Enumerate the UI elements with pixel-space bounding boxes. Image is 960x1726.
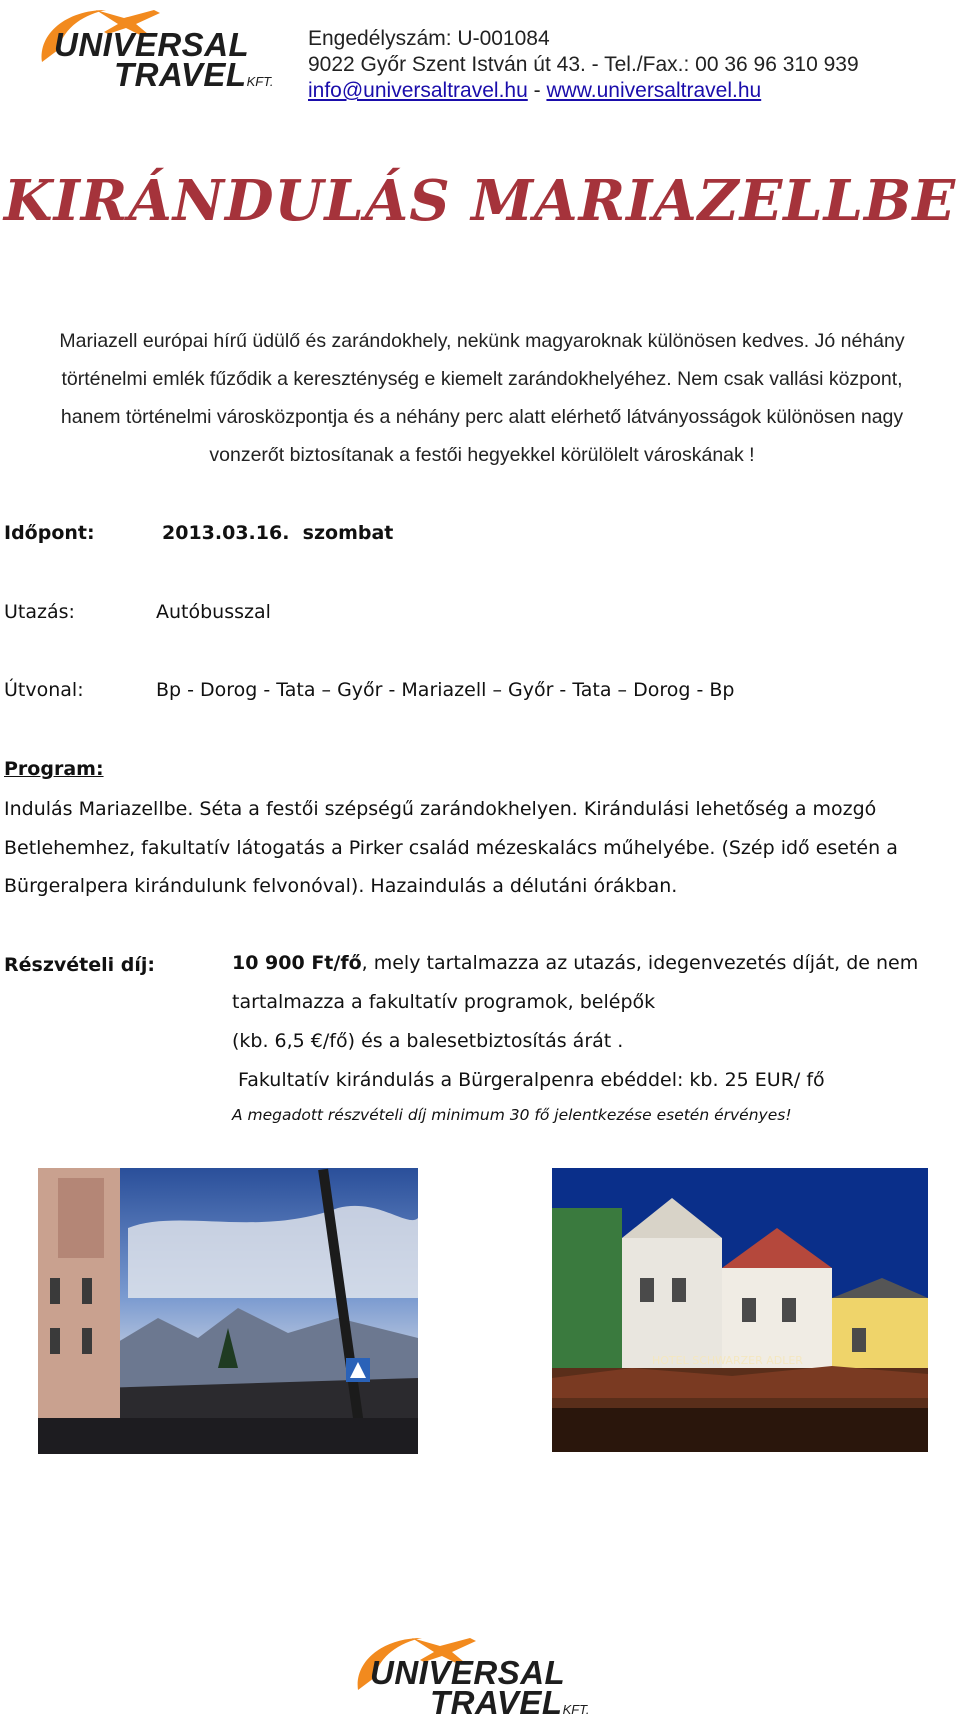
program-line: Indulás Mariazellbe. Séta a festői szépségű zarándokhelyen. Kirándulási lehetőség a mozgó xyxy=(4,798,877,820)
fee-price: 10 900 Ft/fő xyxy=(232,952,362,974)
logo-line2: TRAVEL xyxy=(114,56,247,93)
date-value xyxy=(162,522,393,544)
logo-suffix: KFT. xyxy=(562,1702,590,1717)
link-separator: - xyxy=(527,79,547,102)
email-link[interactable]: info@universaltravel.hu xyxy=(308,79,528,102)
fee-line: , mely tartalmazza az utazás, idegenvezetés díját, de nem xyxy=(361,952,919,974)
company-logo xyxy=(36,4,274,96)
address-line: 9022 Győr Szent István út 43. - Tel./Fax.: 00 36 96 310 939 xyxy=(308,53,859,76)
hotel-street-photo xyxy=(552,1168,928,1452)
travel-label: Utazás: xyxy=(4,601,75,623)
program-line: Betlehemhez, fakultatív látogatás a Pirker család mézeskalács műhelyébe. (Szép idő esetén a xyxy=(4,836,898,859)
program-line: Bürgeralpera kirándulunk felvonóval). Hazaindulás a délutáni órákban. xyxy=(4,875,678,897)
license-number: Engedélyszám: U-001084 xyxy=(308,27,550,50)
program-label: Program: xyxy=(4,758,104,780)
fee-text xyxy=(232,944,942,1130)
intro-line: vonzerőt biztosítanak a festői hegyekkel körülölelt városkának ! xyxy=(209,444,755,466)
program-text xyxy=(4,790,934,906)
intro-paragraph xyxy=(24,322,940,474)
intro-line: hanem történelmi városközpontja és a néhány perc alatt elérhető látványosságok különösen nagy xyxy=(60,406,904,428)
fee-label: Részvételi díj: xyxy=(4,954,155,976)
hotel-sign: HOTEL SCHWARZER ADLER xyxy=(652,1354,803,1367)
church-square-photo xyxy=(38,1168,418,1454)
contact-block xyxy=(308,26,859,104)
intro-line: Mariazell európai hírű üdülő és zarándokhely, nekünk magyaroknak különösen kedves. Jó néhány xyxy=(59,330,905,352)
route-value: Bp - Dorog - Tata – Győr - Mariazell – Győr - Tata – Dorog - Bp xyxy=(156,679,735,701)
fee-line: (kb. 6,5 €/fő) és a balesetbiztosítás árát . xyxy=(232,1030,624,1052)
website-link[interactable]: www.universaltravel.hu xyxy=(546,79,762,102)
route-label: Útvonal: xyxy=(4,679,84,701)
page-title: KIRÁNDULÁS MARIAZELLBE xyxy=(3,168,957,234)
logo-line1: UNIVERSAL xyxy=(54,26,250,63)
fee-line: tartalmazza a fakultatív programok, belépők xyxy=(232,991,656,1013)
intro-line: történelmi emlék fűződik a kereszténység e kiemelt zarándokhelyéhez. Nem csak vallási központ, xyxy=(61,368,903,390)
fee-line: Fakultatív kirándulás a Bürgeralpenra ebéddel: kb. 25 EUR/ fő xyxy=(232,1069,825,1091)
logo-suffix: KFT. xyxy=(246,74,274,89)
date-number: 2013.03.16. xyxy=(162,522,290,544)
fee-note: A megadott részvételi díj minimum 30 fő jelentkezése esetén érvényes! xyxy=(232,1106,792,1124)
footer-logo xyxy=(352,1632,590,1724)
date-day: szombat xyxy=(302,522,394,544)
date-label: Időpont: xyxy=(4,522,95,544)
travel-value: Autóbusszal xyxy=(156,601,271,623)
logo-line2: TRAVEL xyxy=(430,1684,563,1721)
logo-line1: UNIVERSAL xyxy=(370,1654,566,1691)
